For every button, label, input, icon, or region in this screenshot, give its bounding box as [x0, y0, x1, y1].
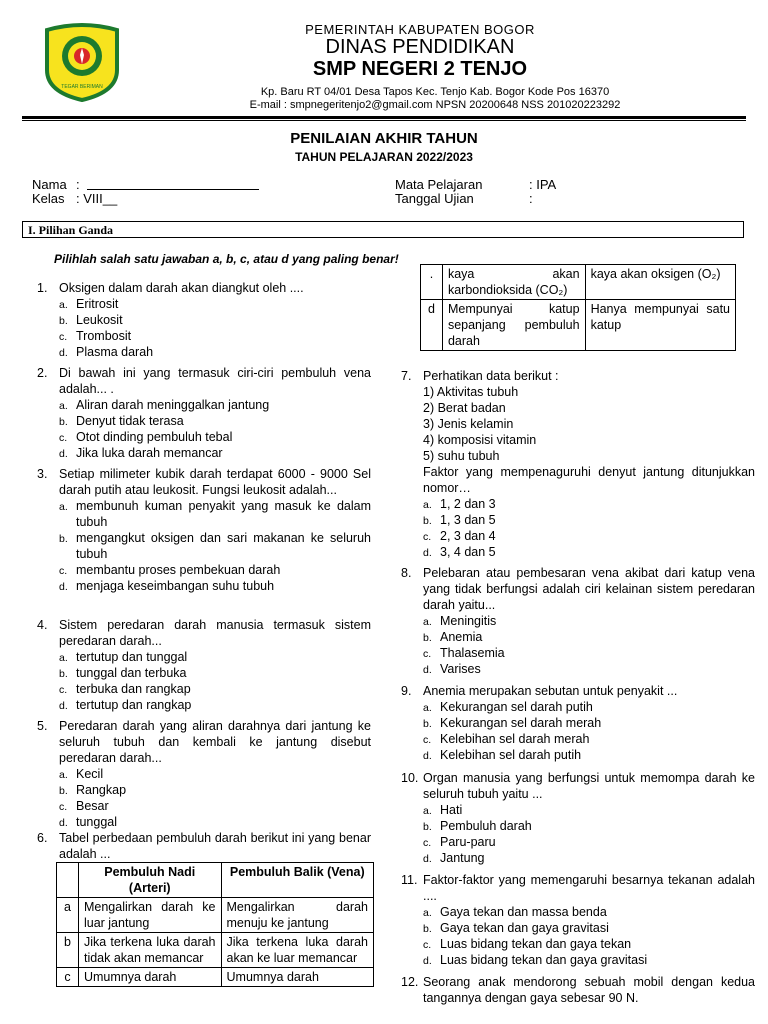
option-a[interactable]: a. Meningitis	[423, 614, 497, 628]
question-12	[401, 974, 755, 1006]
header-rule-thick	[22, 116, 746, 119]
artery-cell: kaya akan karbondioksida (CO₂)	[442, 265, 585, 300]
school-logo-shield-icon	[42, 22, 122, 102]
header-vein: Pembuluh Balik (Vena)	[221, 863, 373, 898]
row-letter: .	[421, 265, 443, 300]
question-text: Seorang anak mendorong sebuah mobil dengan kedua tangannya dengan gaya sebesar 90 N.	[423, 975, 755, 1005]
question-text: Organ manusia yang berfungsi untuk memompa darah ke seluruh tubuh yaitu ...	[423, 771, 755, 801]
header-department: DINAS PENDIDIKAN	[325, 36, 515, 58]
option-c[interactable]: c. Kelebihan sel darah merah	[423, 732, 590, 746]
question-9	[401, 683, 755, 763]
vessel-comparison-table-continued	[420, 264, 736, 351]
option-b[interactable]: b. 1, 3 dan 5	[423, 513, 496, 527]
option-d[interactable]: d. Jika luka darah memancar	[59, 446, 223, 460]
question-number: 9.	[401, 684, 412, 698]
artery-cell: Mempunyai katup sepanjang pembuluh darah	[442, 300, 585, 351]
option-d[interactable]: d. menjaga keseimbangan suhu tubuh	[59, 579, 275, 593]
date-value: :	[529, 191, 533, 206]
vein-cell: Umumnya darah	[221, 968, 373, 987]
question-number: 10.	[401, 771, 419, 785]
header-government: PEMERINTAH KABUPATEN BOGOR	[305, 22, 535, 37]
option-d[interactable]: d. Varises	[423, 662, 481, 676]
question-8	[401, 565, 755, 677]
option-b[interactable]: b. Leukosit	[59, 313, 123, 327]
vein-cell: Hanya mempunyai satu katup	[585, 300, 735, 351]
option-d[interactable]: d. Jantung	[423, 851, 485, 865]
subject-value: : IPA	[529, 177, 557, 192]
option-c[interactable]: c. membantu proses pembekuan darah	[59, 563, 281, 577]
option-d[interactable]: d. Plasma darah	[59, 345, 154, 359]
vessel-comparison-table	[56, 862, 374, 987]
option-a[interactable]: a. 1, 2 dan 3	[423, 497, 496, 511]
option-b[interactable]: b. Pembuluh darah	[423, 819, 532, 833]
option-a[interactable]: a. Kekurangan sel darah putih	[423, 700, 593, 714]
question-text: Perhatikan data berikut :	[423, 369, 559, 383]
option-d[interactable]: d. tertutup dan rangkap	[59, 698, 192, 712]
exam-title: PENILAIAN AKHIR TAHUN	[290, 130, 478, 147]
vein-cell: Mengalirkan darah menuju ke jantung	[221, 898, 373, 933]
artery-cell: Umumnya darah	[78, 968, 221, 987]
row-letter: b	[57, 933, 79, 968]
question-11	[401, 872, 755, 968]
question-7	[401, 368, 755, 560]
question-3	[37, 466, 371, 594]
option-d[interactable]: d. Luas bidang tekan dan gaya gravitasi	[423, 953, 648, 967]
option-b[interactable]: b. mengangkut oksigen dan sari makanan ke seluruh tubuh	[59, 531, 371, 561]
option-c[interactable]: c. terbuka dan rangkap	[59, 682, 191, 696]
data-item: 1) Aktivitas tubuh	[423, 385, 519, 399]
question-text: Faktor-faktor yang memengaruhi besarnya tekanan adalah ....	[423, 873, 755, 903]
option-d[interactable]: d. 3, 4 dan 5	[423, 545, 496, 559]
data-item: 2) Berat badan	[423, 401, 506, 415]
data-item: 4) komposisi vitamin	[423, 433, 537, 447]
option-a[interactable]: a. Aliran darah meninggalkan jantung	[59, 398, 270, 412]
artery-cell: Mengalirkan darah ke luar jantung	[78, 898, 221, 933]
question-number: 5.	[37, 719, 48, 733]
vein-cell: Jika terkena luka darah akan ke luar memancar	[221, 933, 373, 968]
option-a[interactable]: a. membunuh kuman penyakit yang masuk ke dalam tubuh	[59, 499, 371, 529]
exam-year: TAHUN PELAJARAN 2022/2023	[295, 150, 473, 164]
question-number: 8.	[401, 566, 412, 580]
question-1	[37, 280, 371, 360]
vein-cell: kaya akan oksigen (O₂)	[585, 265, 735, 300]
option-c[interactable]: c. Besar	[59, 799, 109, 813]
table-row[interactable]	[57, 898, 374, 933]
class-value: : VIII__	[76, 191, 118, 206]
data-item: 3) Jenis kelamin	[423, 417, 514, 431]
option-a[interactable]: a. Eritrosit	[59, 297, 119, 311]
name-label: Nama	[32, 177, 67, 192]
question-5	[37, 718, 371, 830]
option-a[interactable]: a. Gaya tekan dan massa benda	[423, 905, 607, 919]
question-text: Anemia merupakan sebutan untuk penyakit ...	[423, 684, 678, 698]
question-4	[37, 617, 371, 713]
header-contact: E-mail : smpnegeritenjo2@gmail.com NPSN 20200648 NSS 201020223292	[249, 99, 621, 111]
question-number: 6.	[37, 831, 48, 845]
question-number: 11.	[401, 873, 418, 887]
header-rule-thin	[22, 120, 746, 121]
table-header-row	[57, 863, 374, 898]
option-c[interactable]: c. Thalasemia	[423, 646, 505, 660]
question-text: Di bawah ini yang termasuk ciri-ciri pembuluh vena adalah... .	[59, 366, 371, 396]
question-text: Pelebaran atau pembesaran vena akibat dari katup vena yang tidak berfungsi adalah ciri kelainan sistem peredaran darah yaitu...	[423, 566, 755, 612]
table-row[interactable]	[421, 300, 736, 351]
date-label: Tanggal Ujian	[395, 191, 474, 206]
question-text: Oksigen dalam darah akan diangkut oleh ....	[59, 281, 304, 295]
option-b[interactable]: b. Denyut tidak terasa	[59, 414, 184, 428]
artery-cell: Jika terkena luka darah tidak akan memancar	[78, 933, 221, 968]
section-instruction: Pilihlah salah satu jawaban a, b, c, atau d yang paling benar!	[54, 252, 399, 266]
section-title: I. Pilihan Ganda	[22, 221, 744, 238]
option-d[interactable]: d. tunggal	[59, 815, 118, 829]
subject-label: Mata Pelajaran	[395, 177, 483, 192]
option-b[interactable]: b. Gaya tekan dan gaya gravitasi	[423, 921, 609, 935]
option-b[interactable]: b. Anemia	[423, 630, 483, 644]
option-c[interactable]: c. 2, 3 dan 4	[423, 529, 496, 543]
option-a[interactable]: a. Kecil	[59, 767, 104, 781]
question-number: 1.	[37, 281, 48, 295]
question-text: Setiap milimeter kubik darah terdapat 6000 - 9000 Sel darah putih atau leukosit. Fungsi leukosit adalah...	[59, 467, 371, 497]
option-c[interactable]: c. Luas bidang tekan dan gaya tekan	[423, 937, 632, 951]
question-text-2: Faktor yang mempenaguruhi denyut jantung ditunjukkan nomor…	[423, 465, 755, 495]
table-row[interactable]	[421, 265, 736, 300]
header-artery: Pembuluh Nadi (Arteri)	[78, 863, 221, 898]
option-c[interactable]: c. Trombosit	[59, 329, 132, 343]
option-b[interactable]: b. Rangkap	[59, 783, 127, 797]
row-letter: c	[57, 968, 79, 987]
question-number: 7.	[401, 369, 412, 383]
question-number: 4.	[37, 618, 48, 632]
logo-motto: TEGAR BERIMAN	[61, 84, 103, 90]
question-6	[37, 830, 371, 862]
option-d[interactable]: d. Kelebihan sel darah putih	[423, 748, 582, 762]
option-b[interactable]: b. Kekurangan sel darah merah	[423, 716, 602, 730]
question-text: Peredaran darah yang aliran darahnya dari jantung ke seluruh tubuh dan kembali ke jantung disebut peredaran darah...	[59, 719, 371, 765]
row-letter: d	[421, 300, 443, 351]
question-number: 2.	[37, 366, 48, 380]
table-row[interactable]	[57, 968, 374, 987]
question-2	[37, 365, 371, 461]
option-a[interactable]: a. tertutup dan tunggal	[59, 650, 188, 664]
header-address: Kp. Baru RT 04/01 Desa Tapos Kec. Tenjo Kab. Bogor Kode Pos 16370	[260, 86, 610, 98]
question-10	[401, 770, 755, 866]
option-c[interactable]: c. Paru-paru	[423, 835, 496, 849]
option-a[interactable]: a. Hati	[423, 803, 463, 817]
name-field[interactable]	[87, 176, 259, 190]
data-item: 5) suhu tubuh	[423, 449, 500, 463]
name-colon: :	[76, 177, 80, 192]
header-school-name: SMP NEGERI 2 TENJO	[312, 58, 528, 80]
question-number: 12.	[401, 975, 419, 989]
row-letter: a	[57, 898, 79, 933]
question-number: 3.	[37, 467, 48, 481]
question-text: Sistem peredaran darah manusia termasuk sistem peredaran darah...	[59, 618, 371, 648]
question-text: Tabel perbedaan pembuluh darah berikut ini yang benar adalah ...	[59, 831, 371, 861]
class-label: Kelas	[32, 191, 65, 206]
option-b[interactable]: b. tunggal dan terbuka	[59, 666, 187, 680]
option-c[interactable]: c. Otot dinding pembuluh tebal	[59, 430, 233, 444]
table-row[interactable]	[57, 933, 374, 968]
